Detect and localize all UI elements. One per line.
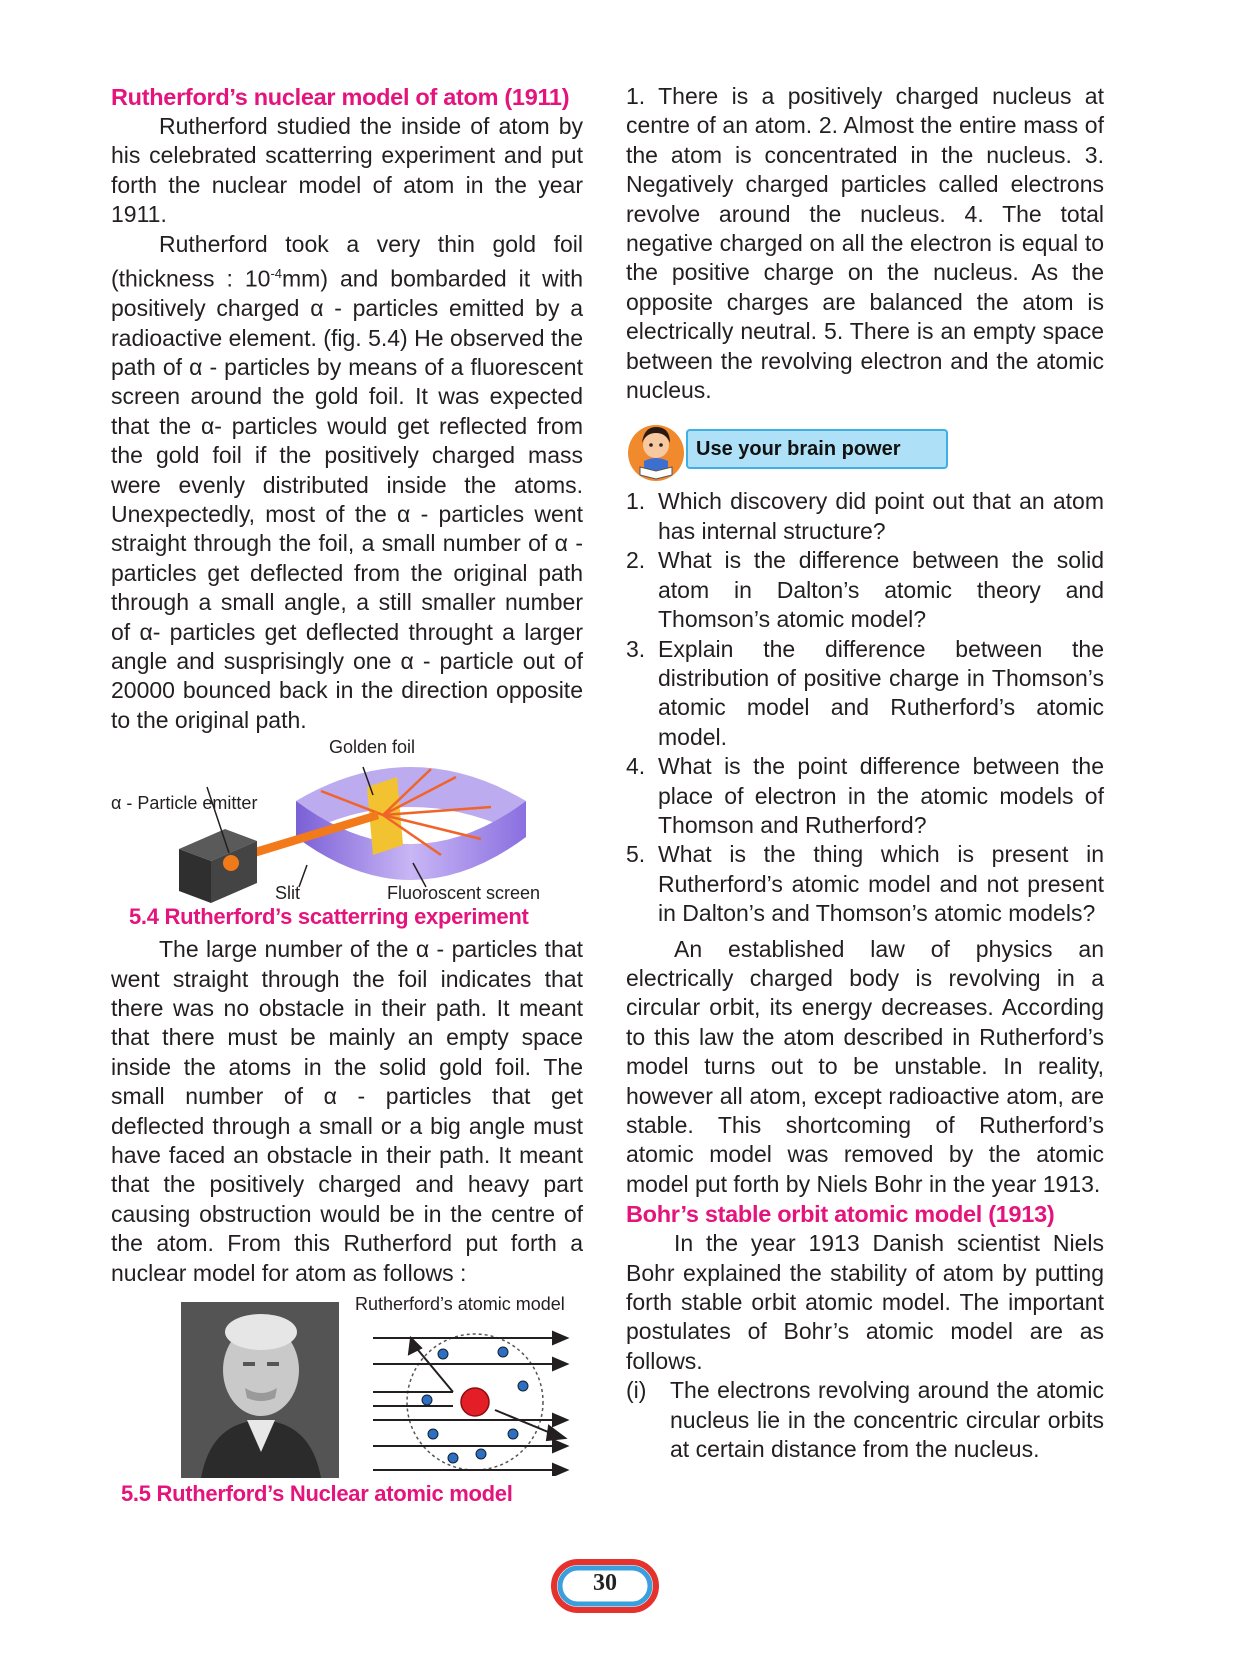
brain-power-label: Use your brain power: [686, 429, 948, 469]
paragraph-experiment-part-a: Rutherford took a very thin gold foil (thickness : 10: [111, 230, 583, 292]
label-fluorescent-screen: Fluoroscent screen: [387, 883, 541, 904]
label-rutherford-atomic-model: Rutherford’s atomic model: [355, 1294, 565, 1315]
label-particle-emitter: α - Particle emitter: [111, 793, 258, 814]
paragraph-bohr-intro: In the year 1913 Danish scientist Niels Bohr explained the stability of atom by putting forth stable orbit atomic model. The important postulates of Bohr’s atomic model are as follows.: [626, 1230, 1104, 1374]
page-number: 30: [593, 1570, 617, 1596]
question-number: 1.: [626, 488, 646, 515]
heading-bohr-model: Bohr’s stable orbit atomic model (1913): [626, 1201, 1055, 1228]
right-column: [626, 82, 1104, 1464]
paragraph-deflection: The large number of the α - particles that went straight through the foil indicates that there was no obstacle in their path. It meant that there must be mainly an empty space inside the atoms in the solid gold foil. The small number of α - particles that get deflected through a small or a big angle must have faced an obstacle in their path. It meant that the positively charged and heavy part causing obstruction would be in the centre of the atom. From this Rutherford put forth a nuclear model for atom as follows :: [111, 936, 583, 1286]
question-text: What is the difference between the solid atom in Dalton’s atomic theory and Thomson’s atomic model?: [658, 547, 1104, 633]
heading-rutherford-model: Rutherford’s nuclear model of atom (1911): [111, 84, 570, 110]
question-item: [626, 487, 1104, 546]
page-number-badge: [548, 1556, 662, 1616]
postulate-item: [626, 1376, 1104, 1464]
brain-power-box: [626, 421, 1104, 481]
label-slit: Slit: [275, 883, 301, 904]
atomic-model-diagram: [373, 1326, 573, 1476]
question-text: Explain the difference between the distribution of positive charge in Thomson’s atomic model and Rutherford’s atomic model.: [658, 635, 1104, 750]
caption-fig-5-5: 5.5 Rutherford’s Nuclear atomic model: [121, 1481, 513, 1507]
question-text: Which discovery did point out that an atom has internal structure?: [658, 488, 1104, 544]
paragraph-nuclear-postulates: 1. There is a positively charged nucleus at centre of an atom. 2. Almost the entire mass of the atom is concentrated in the nucleus. 3. Negatively charged particles called electrons revolve around the nucleus. 4. The total negative charged on all the electron is equal to the positive charge on the nucleus. As the opposite charges are balanced the atom is electrically neutral. 5. There is an empty space between the revolving electron and the atomic nucleus.: [626, 83, 1104, 404]
paragraph-experiment: [111, 230, 583, 736]
questions-list: [626, 487, 1104, 928]
paragraph-intro: Rutherford studied the inside of atom by his celebrated scatterring experiment and put forth the nuclear model of atom in the year 1911.: [111, 113, 583, 228]
postulate-text: The electrons revolving around the atomic nucleus lie in the concentric circular orbits at certain distance from the nucleus.: [670, 1377, 1104, 1463]
caption-fig-5-4: 5.4 Rutherford’s scatterring experiment: [129, 904, 529, 930]
question-number: 2.: [626, 547, 646, 574]
rutherford-portrait: [181, 1302, 339, 1478]
question-item: [626, 546, 1104, 634]
question-item: [626, 635, 1104, 753]
left-column: [111, 82, 583, 1508]
scattering-experiment-illustration: [111, 737, 583, 903]
figure-scattering-experiment: [111, 737, 583, 903]
question-text: What is the thing which is present in Rutherford’s atomic model and not present in Dalton’s and Thomson’s atomic models?: [658, 841, 1104, 927]
postulate-number: (i): [626, 1377, 647, 1404]
figure-nuclear-model: [111, 1294, 583, 1480]
paragraph-instability: An established law of physics an electrically charged body is revolving in a circular orbit, its energy decreases. According to this law the atom described in Rutherford’s model turns out to be unstable. In reality, however all atom, except radioactive atom, are stable. This shortcoming of Rutherford’s atomic model was removed by the atomic model put forth by Niels Bohr in the year 1913.: [626, 935, 1104, 1197]
question-number: 4.: [626, 753, 646, 780]
question-item: [626, 752, 1104, 840]
question-text: What is the point difference between the place of electron in the atomic models of Thomson and Rutherford?: [658, 753, 1104, 838]
label-golden-foil: Golden foil: [329, 737, 416, 758]
bohr-postulates-list: [626, 1376, 1104, 1464]
question-item: [626, 840, 1104, 928]
question-number: 3.: [626, 635, 646, 662]
exponent: -4: [270, 266, 283, 282]
paragraph-experiment-part-b: mm) and bombarded it with positively charged α - particles emitted by a radioactive element. (fig. 5.4) He observed the path of α - particles by means of a fluorescent screen around the gold foil. It was expected that the α- particles would get reflected from the gold foil if the positively charged mass were evenly distributed inside the atoms. Unexpectedly, most of the α - particles went straight through the foil, a small number of α - particles get deflected from the original path through a small angle, a still smaller number of α- particles get deflected throught a larger angle and susprisingly one α - particle out of 20000 bounced back in the direction opposite to the original path.: [111, 265, 583, 733]
question-number: 5.: [626, 841, 646, 868]
